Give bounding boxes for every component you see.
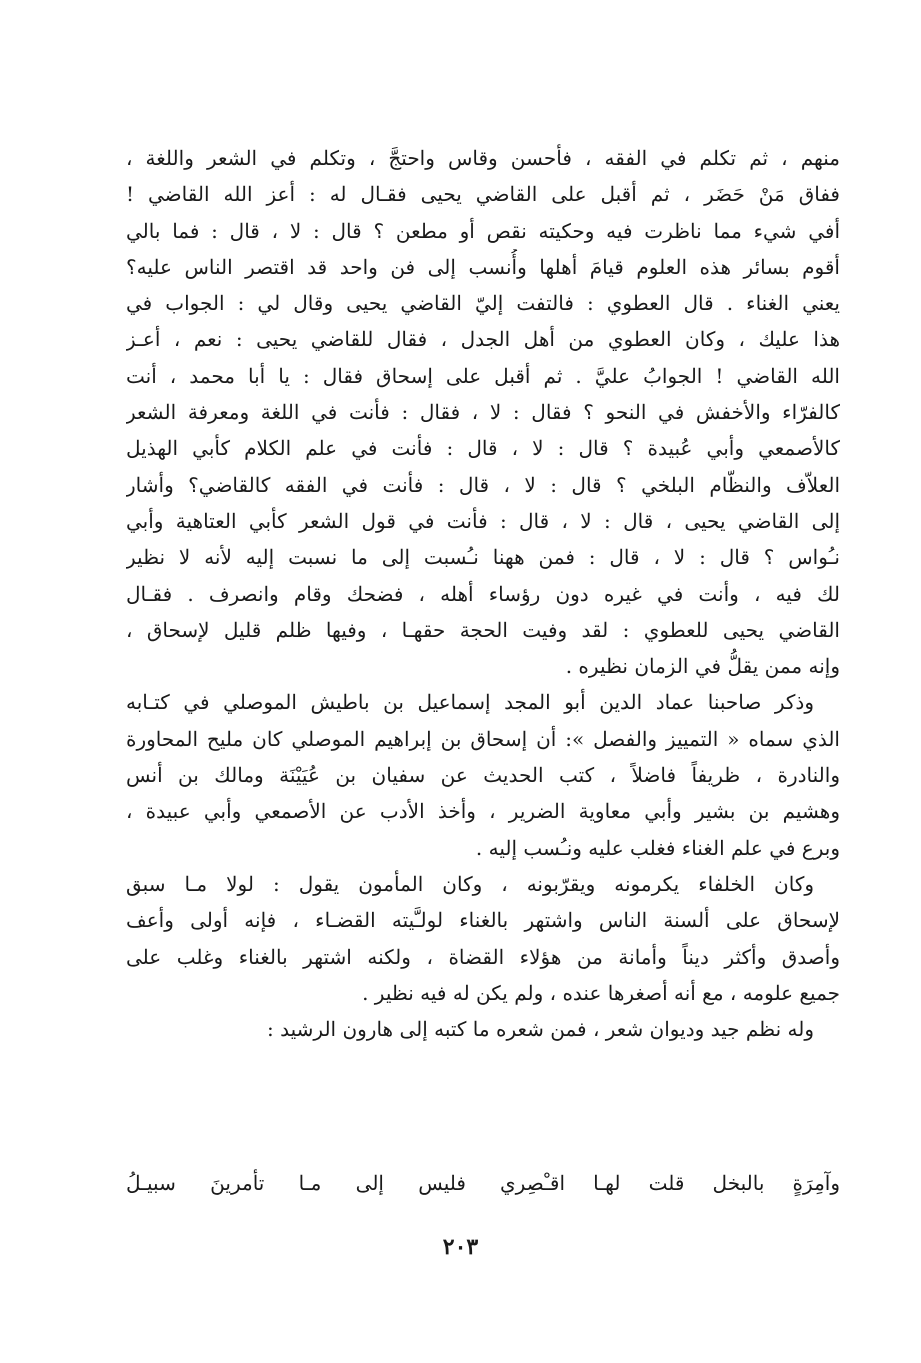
text-line: لك فيه ، وأنت في غيره دون رؤساء أهله ، فضحك وقام وانصرف . فقـال <box>126 581 840 606</box>
text-line: يعني الغناء . قال العطوي : فالتفت إليّ القاضي يحيى وقال لي : الجواب في <box>126 291 840 316</box>
text-line: منهم ، ثم تكلم في الفقه ، فأحسن وقاس واحتجَّ ، وتكلم في الشعر واللغة ، <box>126 146 840 170</box>
text-line: العلاّف والنظّام البلخي ؟ قال : لا ، قال : فأنت في الفقه كالقاضي؟ وأشار <box>126 472 840 497</box>
poem-verse <box>126 1163 840 1203</box>
main-text <box>126 140 840 1047</box>
paragraph-first-line: وله نظم جيد وديوان شعر ، فمن شعره ما كتبه إلى هارون الرشيد : <box>267 1017 814 1042</box>
text-line: إلى القاضي يحيى ، قال : لا ، قال : فأنت في قول الشعر كأبي العتاهية وأبي <box>126 508 840 533</box>
text-line: القاضي يحيى للعطوي : لقد وفيت الحجة حقهـا ، وفيها ظلم قليل لإسحاق ، <box>126 617 840 642</box>
text-line: والنادرة ، ظريفاً فاضلاً ، كتب الحديث عن سفيان بن عُيَيْنَة ومالك بن أنس <box>126 763 840 788</box>
text-line: هذا عليك ، وكان العطوي من أهل الجدل ، فقال للقاضي يحيى : نعم ، أعـز <box>126 327 840 352</box>
text-line: أقوم بسائر هذه العلوم قيامَ أهلها وأُنسب إلى فن واحد قد اقتصر الناس عليه؟ <box>126 254 840 279</box>
paragraph-first-line: وذكر صاحبنا عماد الدين أبو المجد إسماعيل بن باطيش الموصلي في كتـابه <box>126 690 814 715</box>
text-line: الذي سماه « التمييز والفصل »: أن إسحاق بن إبراهيم الموصلي كان مليح المحاورة <box>126 726 840 751</box>
text-line: نـُواس ؟ قال : لا ، قال : فمن ههنا نـُسبت إلى ما نسبت إليه لأنه لا نظير <box>126 545 840 570</box>
text-line: ففاق مَنْ حَضَر ، ثم أقبل على القاضي يحيى فقـال له : أعز الله القاضي ! <box>126 182 840 207</box>
text-line: أفي شيء مما ناظرت فيه وحكيته نقص أو مطعن ؟ قال : لا ، قال : فما بالي <box>126 218 840 243</box>
text-line: لإسحاق على ألسنة الناس واشتهر بالغناء لولـَّيته القضـاء ، فإنه أولى وأعف <box>126 908 840 933</box>
paragraph-first-line: وكان الخلفاء يكرمونه ويقرّبونه ، وكان المأمون يقول : لولا مـا سبق <box>126 871 814 896</box>
text-line: كالفرّاء والأخفش في النحو ؟ فقال : لا ، فقال : فأنت في اللغة ومعرفة الشعر <box>126 400 840 425</box>
verse-line <box>126 1163 840 1203</box>
text-line: كالأصمعي وأبي عُبيدة ؟ قال : لا ، قال : فأنت في علم الكلام كأبي الهذيل <box>126 436 840 461</box>
page-number: ٢٠٣ <box>442 1234 479 1260</box>
text-line: وبرع في علم الغناء فغلب عليه ونـُسب إليه . <box>475 835 840 860</box>
text-line: جميع علومه ، مع أنه أصغرها عنده ، ولم يكن له فيه نظير . <box>362 980 840 1005</box>
text-line: وإنه ممن يقلُّ في الزمان نظيره . <box>565 654 840 679</box>
text-line: الله القاضي ! الجوابُ عليَّ . ثم أقبل على إسحاق فقال : يا أبا محمد ، أنت <box>126 363 840 388</box>
second-hemistich: فليس إلى مـا تأمرينَ سبيـلُ <box>126 1171 466 1195</box>
text-line: وأصدق وأكثر ديناً وأمانة من هؤلاء القضاة ، ولكنه اشتهر بالغناء وغلب على <box>126 944 840 969</box>
text-line: وهشيم بن بشير وأبي معاوية الضرير ، وأخذ الأدب عن الأصمعي وأبي عبيدة ، <box>126 799 840 824</box>
first-hemistich: وآمِرَةٍ بالبخل قلت لهـا اقـْصِري <box>500 1171 840 1195</box>
